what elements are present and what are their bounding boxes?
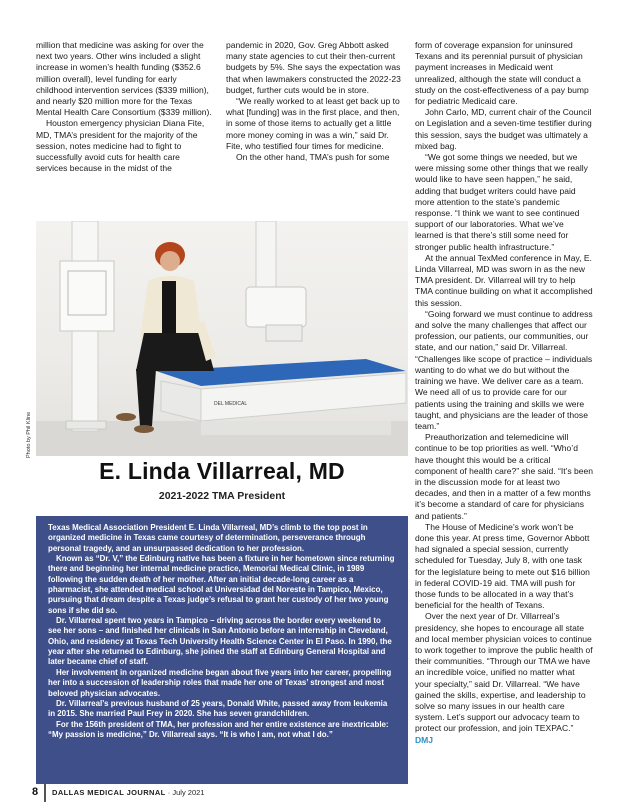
article-paragraph: At the annual TexMed conference in May, E. Linda Villarreal, MD was sworn in as the new TMA president. Dr. Villarreal will try to help TMA continue building on what it accomplished this session.	[415, 252, 593, 308]
page-number: 8	[32, 786, 39, 798]
sidebar-paragraph: Dr. Villarreal’s previous husband of 25 years, Donald White, passed away from leukemia in 2015. She married Paul Frey in 2020. She has seven grandchildren.	[48, 698, 388, 719]
portrait-photo	[36, 221, 408, 456]
footer-divider	[44, 784, 46, 802]
shoe	[116, 413, 136, 421]
top	[162, 281, 176, 341]
publication-name: DALLAS MEDICAL JOURNAL	[52, 788, 166, 797]
sidebar-paragraph: Texas Medical Association President E. Linda Villarreal, MD’s climb to the top post in organized medicine in Texas came courtesy of determination, perseverance through personal tragedy, and an unsurpassed dedication to her profession.	[48, 523, 368, 553]
column-base	[66, 421, 106, 429]
profile-sidebar	[36, 516, 408, 784]
page-footer	[32, 784, 336, 802]
xray-tube-head	[246, 287, 306, 327]
article-paragraph-text: Over the next year of Dr. Villarreal’s presidency, she hopes to encourage all state and local member physician voices to continue to work together to improve the public health of their communities. “Through our TMA we have an incredible voice, unified no matter what your specialty,” said Dr. Villarreal. “We have gained the skills, expertise, and leadership to solve so many issues in our health care system. Let’s support our advocacy team to protect our profession, and join TEXPAC.”	[415, 611, 593, 734]
profile-role: 2021-2022 TMA President	[158, 490, 286, 502]
article-paragraph: million that medicine was asking for over the next two years. Other wins included a slight increase in women’s health funding ($352.6 million overall), level funding for early childhood intervention services ($339 million), and nearly $20 million more for the Texas Mental Health Care Consortium ($339 million).	[36, 40, 212, 118]
article-paragraph: Preauthorization and telemedicine will continue to be top priorities as well. “Who’d have thought this would be a critical component of health care?” she said. “It’s been in the discussion mode for at least two decades, and then in a matter of a few months it’s become a standard of care for physicians and patients.”	[415, 432, 594, 521]
article-column-2	[226, 40, 406, 163]
article-paragraph: “We got some things we needed, but we were missing some other things that we really would like to have seen happen,” he said, adding that budget writers could have paid more attention to the state’s pandemic response. “I think we want to see continued support of our laboratories. What we’ve learned is that there’s still some need for stronger public health infrastructure.”	[415, 152, 588, 252]
sidebar-paragraph: For the 156th president of TMA, her profession and her entire existence are inextricable: “My passion is medicine,” Dr. Villarreal says. “It is who I am, not what I do.”	[48, 719, 389, 739]
article-paragraph: pandemic in 2020, Gov. Greg Abbott asked many state agencies to cut their then-current budgets by 5%. She says the expectation was that when lawmakers constructed the 2022-23 budget, further cuts would be in store.	[226, 40, 401, 95]
article-paragraph: On the other hand, TMA’s push for some	[236, 152, 390, 163]
article-paragraph: “Going forward we must continue to address and solve the many challenges that affect our profession, our patients, our communities, our state, and our nation,” said Dr. Villarreal. “Challenges like scope of practice – individuals wanting to do what we do but without the training we have. We deliver care as a team. We need all of us to provide care for our patients using the training and skills we were taught, and physicians are the leader of those team.”	[415, 308, 593, 431]
article-paragraph: “We really worked to at least get back up to what [funding] was in the first place, and then, in some of those items to actually get a little more money coming in was a win,” said Dr. Fite, who testified four times for medicine.	[226, 96, 400, 151]
signoff-mark: DMJ	[415, 734, 434, 745]
article-column-1	[36, 40, 212, 174]
article-paragraph: John Carlo, MD, current chair of the Council on Legislation and a seven-time testifier during this session, says the budget was ultimately a mixed bag.	[415, 107, 592, 151]
table-base	[201, 421, 391, 435]
issue-date: July 2021	[172, 788, 205, 797]
article-paragraph: The House of Medicine’s work won’t be done this year. At press time, Governor Abbott had signaled a special session, currently scheduled for Tuesday, July 8, with one task for the legislature being to mete out $16 billion in federal COVID-19 aid. TMA will push for those funds to be allocated in a way that’s beneficial for the health of Texans.	[415, 521, 590, 611]
sidebar-paragraph: Her involvement in organized medicine began about five years into her career, propelling her into a succession of leadership roles that made her one of Texas’ strongest and most beloved physician advocates.	[48, 667, 392, 698]
profile-name: E. Linda Villarreal, MD	[99, 458, 345, 484]
collimator	[266, 325, 302, 341]
article-paragraph: form of coverage expansion for uninsured Texans and its perennial pursuit of physician payment increases in Medicaid went unrealized, although the state will conduct a study on the cost-effectiveness of a pay bump for pediatric Medicaid care.	[415, 40, 589, 107]
leg	[136, 369, 156, 426]
photo-illustration	[36, 221, 408, 456]
article-column-3	[415, 40, 593, 780]
machine-label: DEL MEDICAL	[214, 401, 248, 407]
table-side	[161, 381, 201, 421]
footer-label	[52, 788, 204, 797]
article-paragraph: Houston emergency physician Diana Fite, MD, TMA’s president for the majority of the session, notes medicine had to fight to successfully avoid cuts for health care services because in the midst of the	[36, 118, 205, 174]
overhead-arm	[256, 221, 276, 291]
sidebar-paragraph: Known as “Dr. V,” the Edinburg native has been a fixture in her hometown since returning there and beginning her internal medicine practice, Memorial Medical Clinic, in 1989 following the sudden death of her mother. After an initial decade-long career as a pharmacist, she attended medical school at Universidad del Noreste in Tampico, Mexico, pursuing that dream despite a Texas judge’s refusal to grant her custody of her two young sons if she did so.	[48, 554, 395, 615]
footer-separator: ·	[167, 788, 171, 797]
shoe	[134, 425, 154, 433]
face	[160, 251, 180, 271]
article-paragraph-final	[415, 611, 593, 745]
sidebar-paragraph: Dr. Villarreal spent two years in Tampico – driving across the border every weekend to see her sons – and finished her clinicals in San Antonio before an internship in Cleveland, Ohio, and residency at Texas Tech University Health Science Center in El Paso. In 1990, the year after she returned to Edinburg, she joined the staff at Edinburg General Hospital and later became chief of staff.	[48, 616, 392, 667]
